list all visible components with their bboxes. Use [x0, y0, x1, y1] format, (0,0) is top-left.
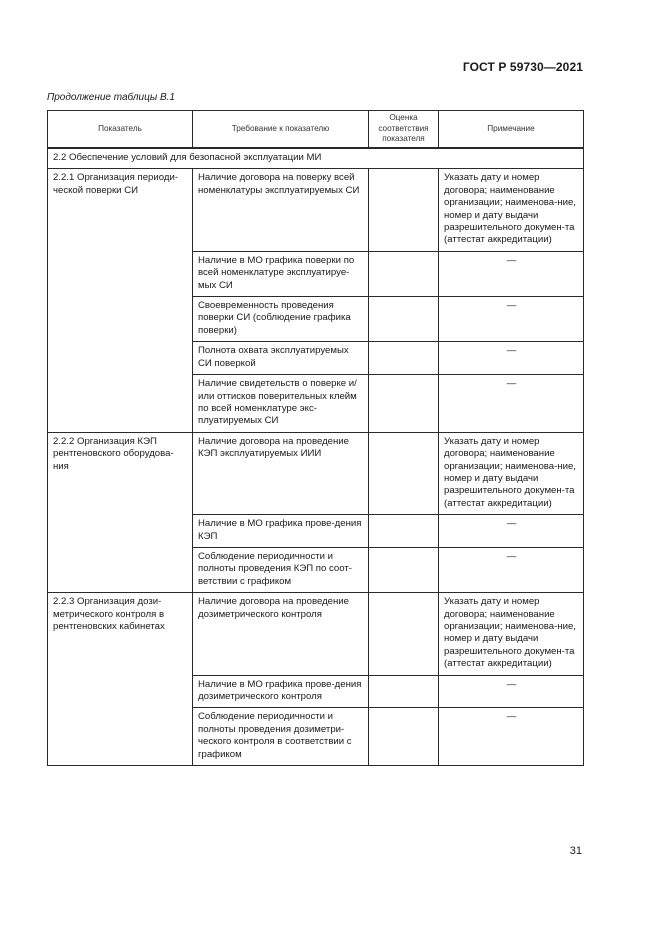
note-cell: — — [439, 375, 584, 433]
requirement-cell: Наличие свидетельств о поверке и/или оттисков поверительных клейм по всей номенклатуре экс-плуатируемых СИ — [193, 375, 369, 433]
note-cell: — — [439, 515, 584, 548]
requirement-cell: Наличие в МО графика поверки по всей номенклатуре эксплуатируе-мых СИ — [193, 251, 369, 296]
assessment-cell — [369, 297, 439, 342]
assessment-cell — [369, 432, 439, 514]
assessment-cell — [369, 251, 439, 296]
requirements-table — [47, 110, 584, 766]
indicator-cell: 2.2.1 Организация периоди-ческой поверки СИ — [48, 169, 193, 432]
assessment-cell — [369, 593, 439, 675]
document-code: ГОСТ Р 59730—2021 — [462, 60, 583, 74]
assessment-cell — [369, 675, 439, 708]
requirement-cell: Наличие в МО графика прове-дения дозиметрического контроля — [193, 675, 369, 708]
requirement-cell: Соблюдение периодичности и полноты проведения дозиметри-ческого контроля в соответствии с графиком — [193, 708, 369, 766]
column-header-requirement: Требование к показателю — [193, 111, 369, 149]
assessment-cell — [369, 342, 439, 375]
note-cell: — — [439, 297, 584, 342]
section-title: 2.2 Обеспечение условий для безопасной эксплуатации МИ — [48, 148, 584, 169]
requirement-cell: Наличие договора на проведение дозиметрического контроля — [193, 593, 369, 675]
note-cell: — — [439, 708, 584, 766]
note-cell: — — [439, 251, 584, 296]
requirement-cell: Наличие договора на поверку всей номенклатуры эксплуатируемых СИ — [193, 169, 369, 251]
table-row — [48, 432, 584, 514]
table-header-row — [48, 111, 584, 149]
indicator-cell: 2.2.3 Организация дози-метрического контроля в рентгеновских кабинетах — [48, 593, 193, 766]
indicator-cell: 2.2.2 Организация КЭП рентгеновского оборудова-ния — [48, 432, 193, 592]
note-cell: Указать дату и номер договора; наименование организации; наименова-ние, номер и дату выдачи разрешительного докумен-та (аттестат аккредитации) — [439, 169, 584, 251]
note-cell: Указать дату и номер договора; наименование организации; наименова-ние, номер и дату выдачи разрешительного докумен-та (аттестат аккредитации) — [439, 593, 584, 675]
page-number: 31 — [569, 845, 582, 857]
assessment-cell — [369, 169, 439, 251]
requirement-cell: Соблюдение периодичности и полноты проведения КЭП по соот-ветствии с графиком — [193, 547, 369, 592]
note-cell: — — [439, 342, 584, 375]
table-caption: Продолжение таблицы В.1 — [47, 92, 175, 103]
note-cell: — — [439, 547, 584, 592]
assessment-cell — [369, 375, 439, 433]
assessment-cell — [369, 547, 439, 592]
requirement-cell: Полнота охвата эксплуатируемых СИ поверкой — [193, 342, 369, 375]
table-row — [48, 169, 584, 251]
column-header-indicator: Показатель — [48, 111, 193, 149]
requirement-cell: Наличие в МО графика прове-дения КЭП — [193, 515, 369, 548]
column-header-note: Примечание — [439, 111, 584, 149]
assessment-cell — [369, 515, 439, 548]
assessment-cell — [369, 708, 439, 766]
note-cell: — — [439, 675, 584, 708]
column-header-assessment: Оценка соответствия показателя — [369, 111, 439, 149]
section-row — [48, 148, 584, 169]
requirement-cell: Своевременность проведения поверки СИ (соблюдение графика поверки) — [193, 297, 369, 342]
table-row — [48, 593, 584, 675]
requirement-cell: Наличие договора на проведение КЭП эксплуатируемых ИИИ — [193, 432, 369, 514]
note-cell: Указать дату и номер договора; наименование организации; наименова-ние, номер и дату выдачи разрешительного докумен-та (аттестат аккредитации) — [439, 432, 584, 514]
